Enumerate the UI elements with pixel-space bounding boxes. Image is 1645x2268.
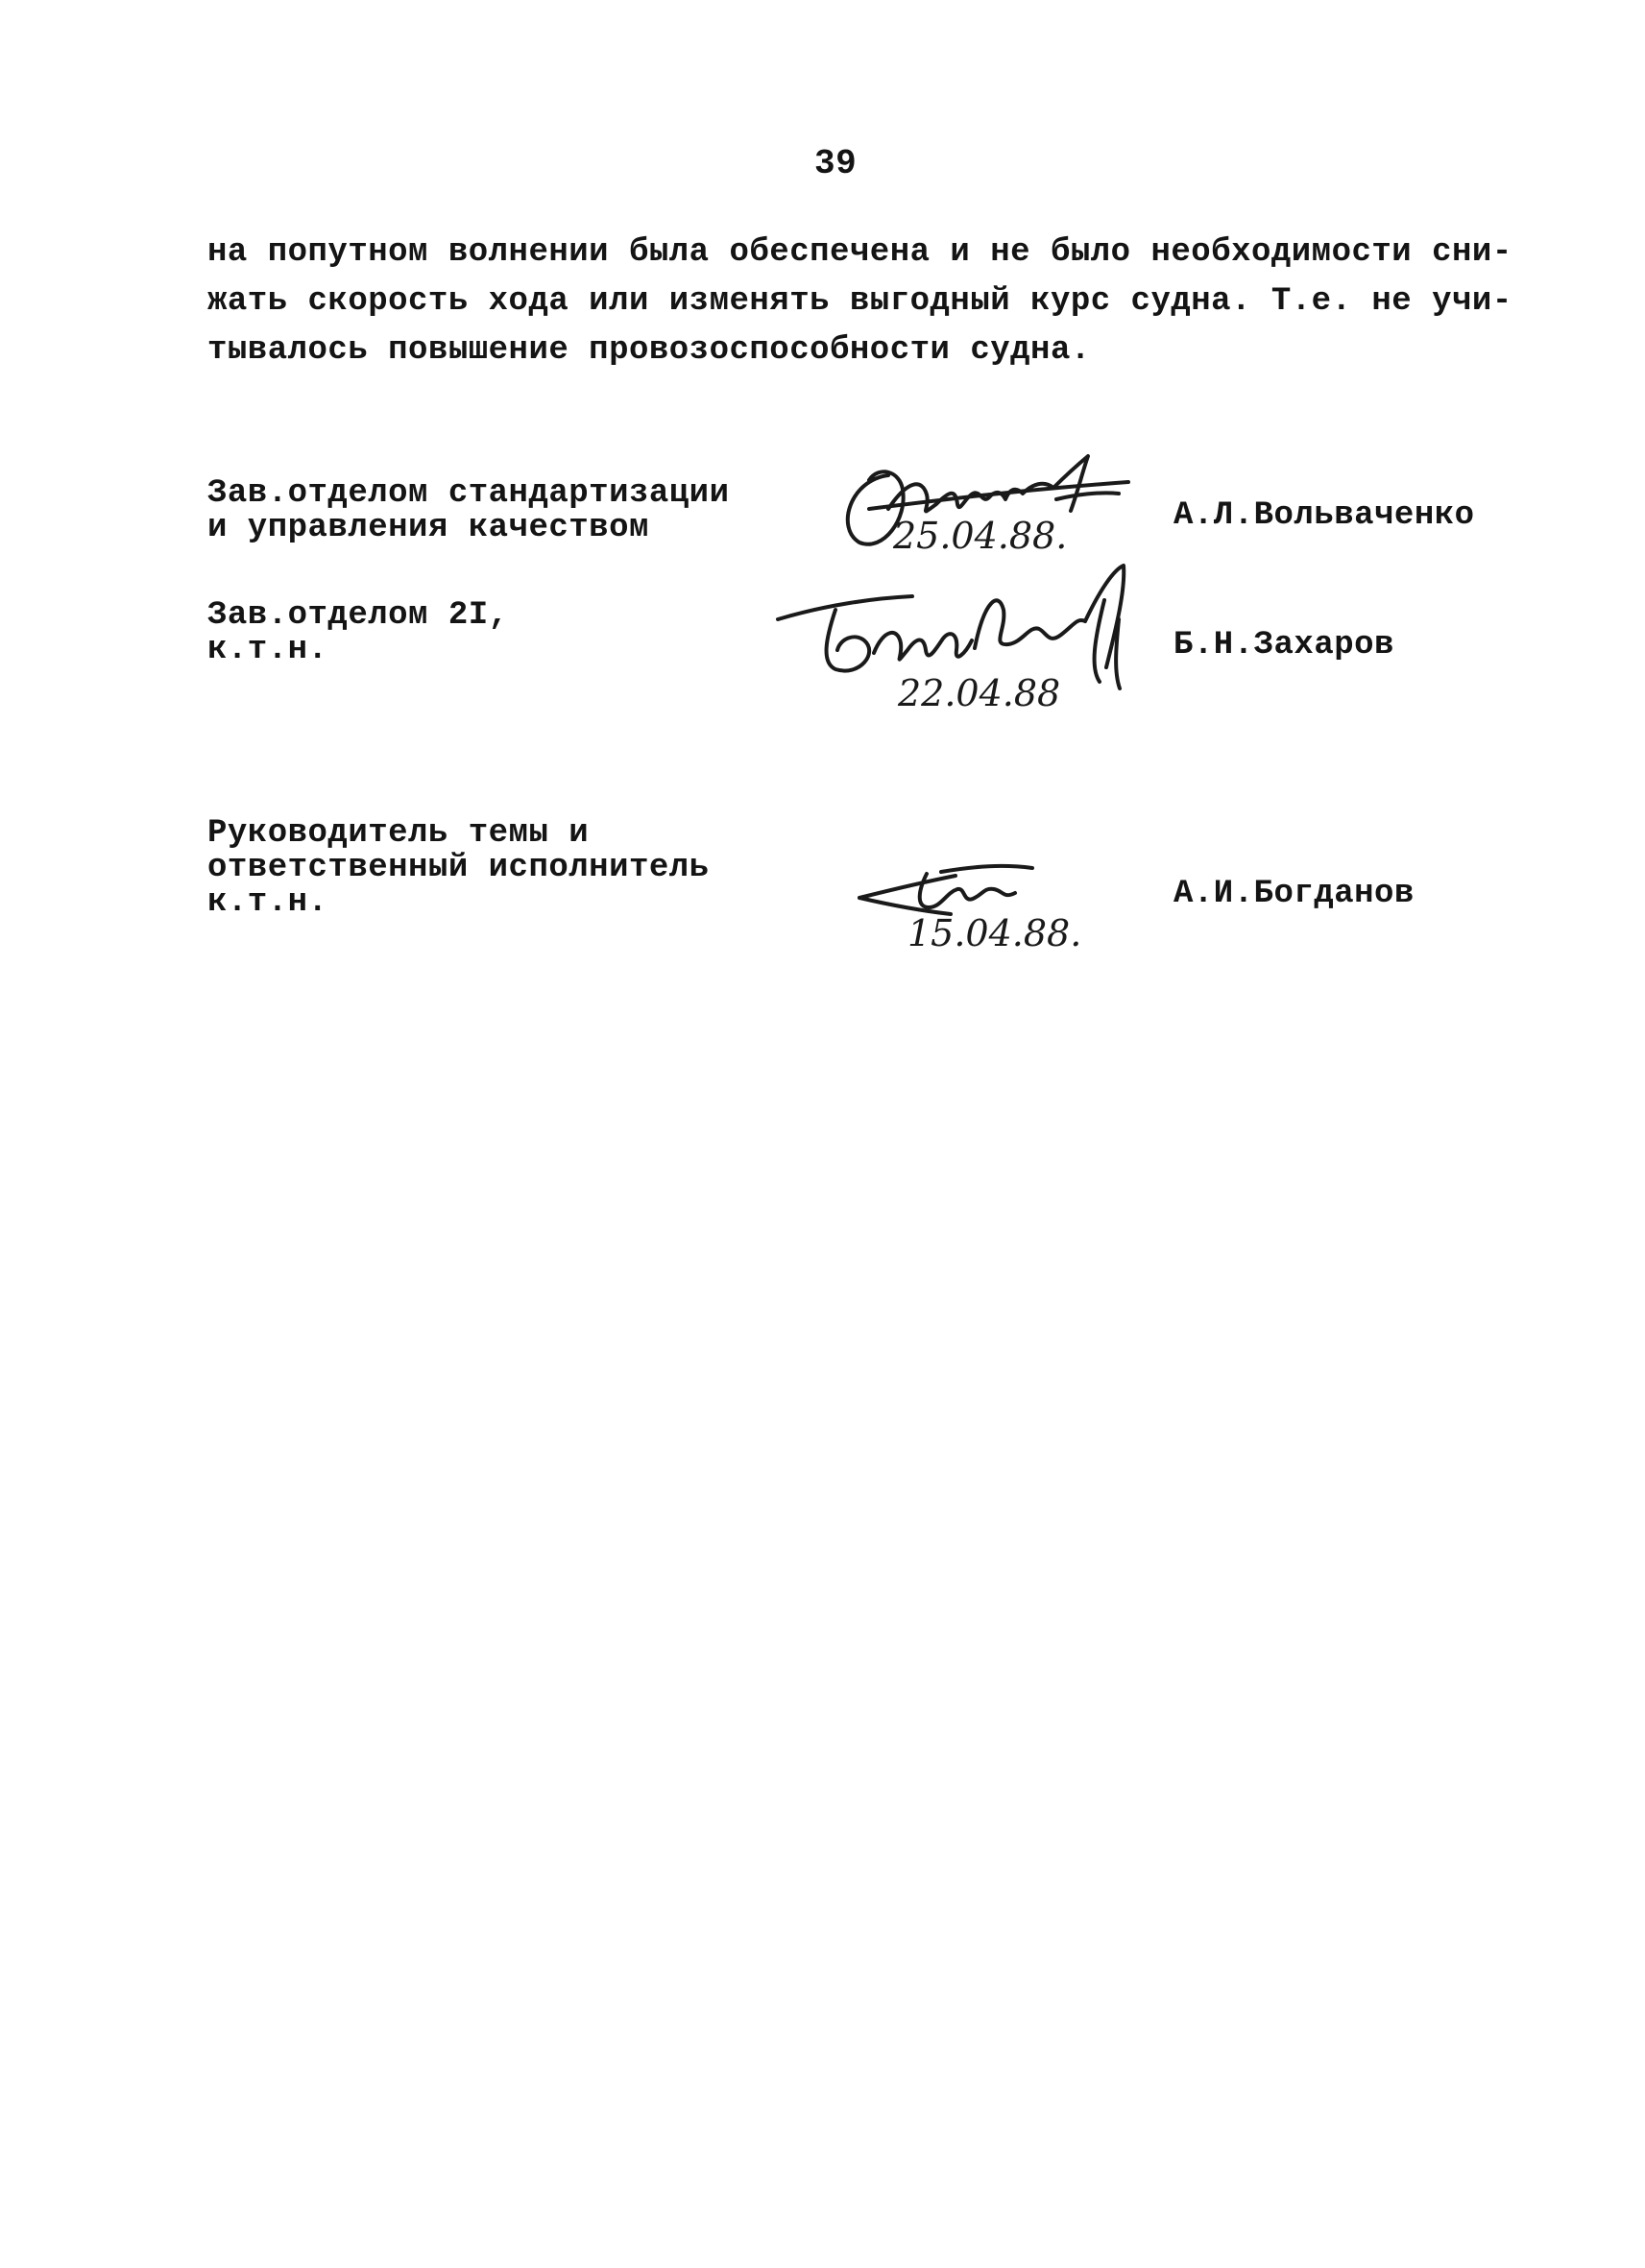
signatory-name-1: А.Л.Вольваченко: [1173, 497, 1475, 534]
signature-date-3: 15.04.88.: [907, 912, 1082, 954]
page-number: 39: [814, 144, 858, 183]
signatory-name-2: Б.Н.Захаров: [1173, 627, 1394, 664]
body-line: на попутном волнении была обеспечена и не было необходимости сни-: [207, 234, 1512, 271]
signatory-role-3: Руководитель темы и ответственный исполнитель к.т.н.: [207, 815, 710, 921]
body-line: тывалось повышение провозоспособности судна.: [207, 332, 1091, 369]
signature-date-2: 22.04.88: [898, 672, 1061, 714]
signatory-role-1: Зав.отделом стандартизации и управления качеством: [207, 475, 730, 546]
body-line: жать скорость хода или изменять выгодный курс судна. Т.е. не учи-: [207, 283, 1512, 320]
signatory-role-2: Зав.отделом 2I, к.т.н.: [207, 597, 509, 668]
signature-date-1: 25.04.88.: [893, 515, 1068, 557]
signatory-name-3: А.И.Богданов: [1173, 876, 1415, 912]
body-paragraph: [207, 229, 1512, 375]
